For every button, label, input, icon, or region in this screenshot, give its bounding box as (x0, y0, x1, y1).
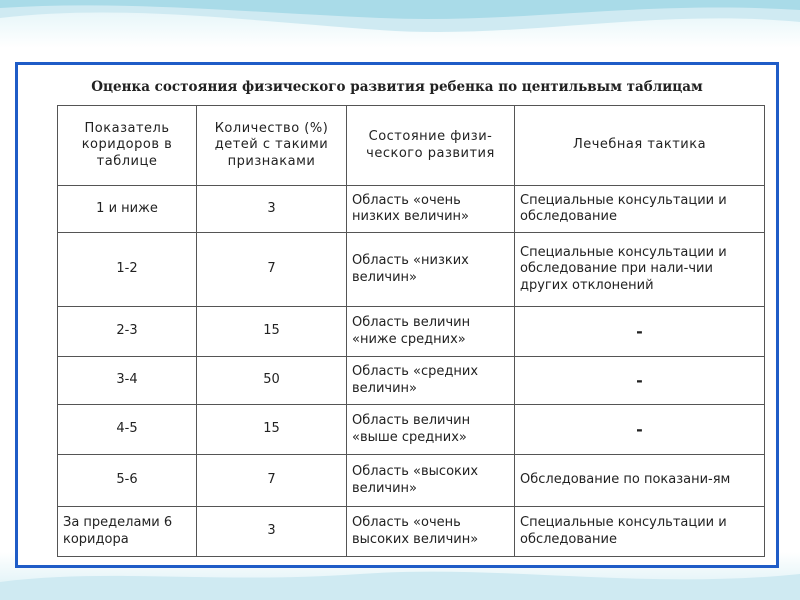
cell-tactic: - (515, 307, 765, 357)
cell-tactic: - (515, 405, 765, 455)
cell-tactic: - (515, 357, 765, 405)
table-row (58, 233, 765, 307)
table-row (58, 186, 765, 233)
cell-tactic: Специальные консультации и обследование (515, 507, 765, 557)
cell-corridor: За пределами 6 коридора (58, 507, 197, 557)
header-row (58, 106, 765, 186)
header-state: Состояние физи-ческого развития (347, 106, 515, 186)
cell-state: Область «очень низких величин» (347, 186, 515, 233)
cell-tactic: Специальные консультации и обследование (515, 186, 765, 233)
table-row (58, 507, 765, 557)
table-row (58, 307, 765, 357)
cell-tactic: Обследование по показани-ям (515, 455, 765, 507)
cell-corridor: 2-3 (58, 307, 197, 357)
cell-state: Область «средних величин» (347, 357, 515, 405)
table-row (58, 357, 765, 405)
slide-frame (15, 62, 779, 568)
decorative-wave-top (0, 0, 800, 60)
cell-tactic: Специальные консультации и обследование при нали-чии других отклонений (515, 233, 765, 307)
table-row (58, 455, 765, 507)
cell-percent: 3 (197, 507, 347, 557)
cell-percent: 3 (197, 186, 347, 233)
header-percent: Количество (%) детей с такими признаками (197, 106, 347, 186)
centile-table (57, 105, 765, 557)
cell-state: Область «высоких величин» (347, 455, 515, 507)
table-row (58, 405, 765, 455)
cell-state: Область «очень высоких величин» (347, 507, 515, 557)
cell-percent: 7 (197, 233, 347, 307)
cell-state: Область величин «выше средних» (347, 405, 515, 455)
cell-percent: 7 (197, 455, 347, 507)
table-title: Оценка состояния физического развития ребенка по центильвым таблицам (91, 79, 703, 95)
cell-corridor: 3-4 (58, 357, 197, 405)
cell-percent: 15 (197, 405, 347, 455)
header-corridor: Показатель коридоров в таблице (58, 106, 197, 186)
cell-corridor: 4-5 (58, 405, 197, 455)
cell-percent: 15 (197, 307, 347, 357)
cell-corridor: 1 и ниже (58, 186, 197, 233)
cell-corridor: 1-2 (58, 233, 197, 307)
cell-state: Область величин «ниже средних» (347, 307, 515, 357)
cell-percent: 50 (197, 357, 347, 405)
cell-corridor: 5-6 (58, 455, 197, 507)
cell-state: Область «низких величин» (347, 233, 515, 307)
header-tactic: Лечебная тактика (515, 106, 765, 186)
